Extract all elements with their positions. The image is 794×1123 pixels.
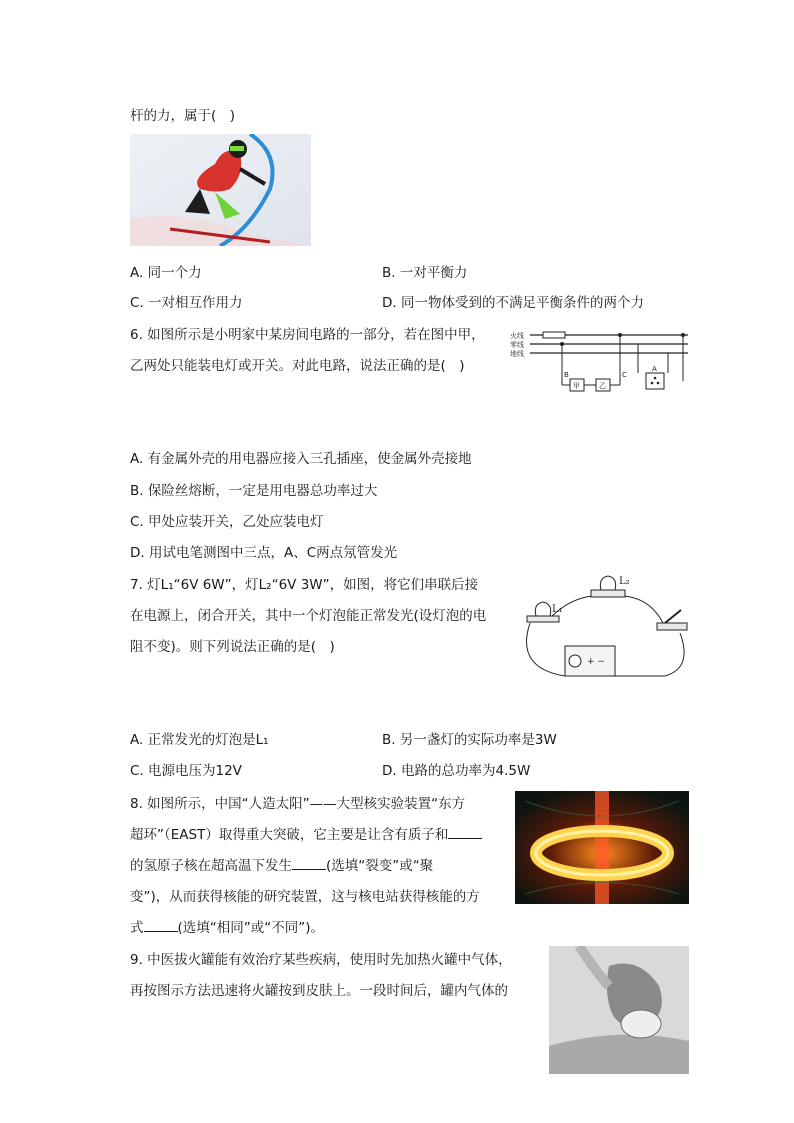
q9-stem-line2: 再按图示方法迅速将火罐按到皮肤上。一段时间后，罐内气体的 [130,983,508,999]
lamp-l2-label: L₂ [619,576,630,587]
box-jia: 甲 [573,382,580,390]
east-tokamak-photo [515,791,689,904]
wire-label-ground: 地线 [510,350,524,358]
q7-option-c: C. 电源电压为12V [130,763,242,779]
q8-line2-text: 超环”（EAST）取得重大突破，它主要是让含有质子和 [130,827,449,843]
q8-line5-text-a: 式 [130,920,144,936]
q5-option-c: C. 一对相互作用力 [130,295,243,311]
battery-terminals: + − [587,657,605,667]
q7-stem-line2: 在电源上，闭合开关，其中一个灯泡能正常发光(设灯泡的电 [130,608,487,624]
q8-stem-line5 [130,916,324,936]
wire-label-neutral: 零线 [510,341,524,349]
q8-stem-line2 [130,823,482,843]
lamp-l1-label: L₁ [552,604,563,615]
q9-stem-line1: 9. 中医拔火罐能有效治疗某些疾病，使用时先加热火罐中气体， [130,952,512,968]
series-circuit-diagram [515,568,693,684]
cupping-photo [549,946,689,1074]
q6-option-b: B. 保险丝熔断，一定是用电器总功率过大 [130,483,378,499]
q5-option-a: A. 同一个力 [130,265,202,281]
q8-blank-2[interactable] [292,857,326,870]
household-circuit-diagram [508,323,693,403]
q8-stem-line1: 8. 如图所示，中国“人造太阳”——大型核实验装置“东方 [130,796,466,812]
q7-stem-line1: 7. 灯L₁“6V 6W”，灯L₂“6V 3W”，如图，将它们串联后接 [130,577,479,593]
q7-stem-line3: 阻不变)。则下列说法正确的是( ) [130,639,335,655]
q8-blank-1[interactable] [448,826,482,839]
point-c-label: C [622,371,627,379]
point-b-label: B [564,371,569,379]
q8-line3-text-a: 的氢原子核在超高温下发生 [130,858,292,874]
q5-option-b: B. 一对平衡力 [382,265,468,281]
q7-option-a: A. 正常发光的灯泡是L₁ [130,732,269,748]
q6-option-d: D. 用试电笔测图中三点，A、C两点氖管发光 [130,545,398,561]
q8-blank-3[interactable] [144,919,178,932]
q6-option-a: A. 有金属外壳的用电器应接入三孔插座，使金属外壳接地 [130,451,472,467]
q5-option-d: D. 同一物体受到的不满足平衡条件的两个力 [382,295,644,311]
wire-label-live: 火线 [510,332,524,340]
skier-photo [130,134,311,246]
box-yi: 乙 [599,382,606,390]
q8-line5-text-b: (选填“相同”或“不同”)。 [177,920,325,936]
q8-stem-line3 [130,854,433,874]
q8-line3-text-b: (选填“裂变”或“聚 [326,858,434,874]
q6-option-c: C. 甲处应装开关，乙处应装电灯 [130,514,324,530]
q7-option-b: B. 另一盏灯的实际功率是3W [382,732,557,748]
q5-stem-tail: 杆的力，属于( ) [130,108,236,124]
q7-option-d: D. 电路的总功率为4.5W [382,763,531,779]
q6-stem-line2: 乙两处只能装电灯或开关。对此电路，说法正确的是( ) [130,358,465,374]
q8-stem-line4: 变”)，从而获得核能的研究装置，这与核电站获得核能的方 [130,889,480,905]
q6-stem-line1: 6. 如图所示是小明家中某房间电路的一部分，若在图中甲， [130,327,485,343]
point-a-label: A [652,365,657,373]
